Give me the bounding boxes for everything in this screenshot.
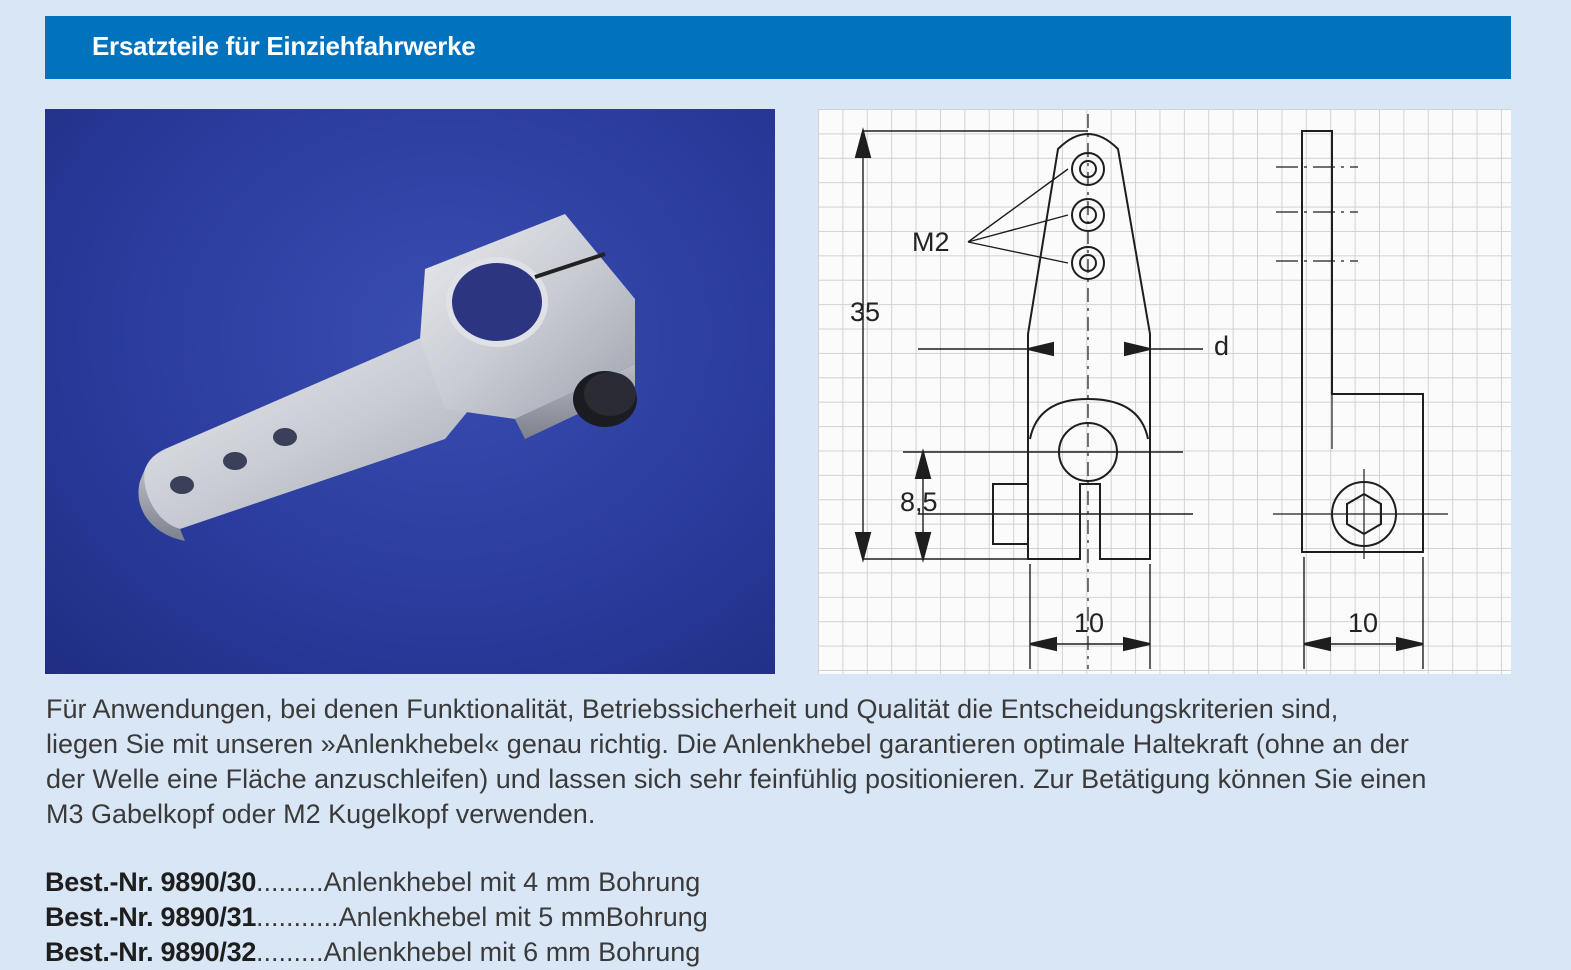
dimension-label-d: d bbox=[1214, 331, 1230, 361]
order-number: Best.-Nr. 9890/32 bbox=[45, 937, 257, 967]
dimension-label-m2: M2 bbox=[912, 227, 950, 257]
order-row bbox=[45, 935, 945, 970]
dimension-label-8-5: 8,5 bbox=[900, 487, 938, 517]
header-bar bbox=[45, 16, 1511, 79]
dimension-label-10-side: 10 bbox=[1348, 608, 1379, 638]
order-row bbox=[45, 865, 945, 900]
dimension-label-10-front: 10 bbox=[1074, 608, 1105, 638]
technical-drawing-lines bbox=[818, 109, 1511, 674]
order-description: Anlenkhebel mit 4 mm Bohrung bbox=[323, 867, 701, 897]
product-photo bbox=[45, 109, 775, 674]
order-description: Anlenkhebel mit 5 mmBohrung bbox=[338, 902, 708, 932]
order-description: Anlenkhebel mit 6 mm Bohrung bbox=[323, 937, 701, 967]
description-line: Für Anwendungen, bei denen Funktionalität, Betriebssicherheit und Qualität die Entscheidungskriterien sind, bbox=[46, 694, 1339, 724]
order-row bbox=[45, 900, 945, 935]
leader-dots: ........... bbox=[256, 902, 339, 932]
leader-dots: ......... bbox=[256, 937, 324, 967]
product-description bbox=[46, 692, 1516, 832]
order-number: Best.-Nr. 9890/30 bbox=[45, 867, 257, 897]
technical-drawing bbox=[818, 109, 1511, 674]
dimension-label-35: 35 bbox=[850, 297, 881, 327]
leader-dots: ......... bbox=[256, 867, 324, 897]
order-number: Best.-Nr. 9890/31 bbox=[45, 902, 257, 932]
anlenkhebel-illustration bbox=[45, 109, 775, 674]
description-line: liegen Sie mit unseren »Anlenkhebel« genau richtig. Die Anlenkhebel garantieren optimale Haltekraft (ohne an der bbox=[46, 729, 1409, 759]
description-line: M3 Gabelkopf oder M2 Kugelkopf verwenden. bbox=[46, 799, 596, 829]
order-number-list bbox=[45, 865, 945, 970]
page-title: Ersatzteile für Einziehfahrwerke bbox=[92, 31, 476, 61]
description-line: der Welle eine Fläche anzuschleifen) und lassen sich sehr feinfühlig positionieren. Zur Betätigung können Sie einen bbox=[46, 764, 1427, 794]
